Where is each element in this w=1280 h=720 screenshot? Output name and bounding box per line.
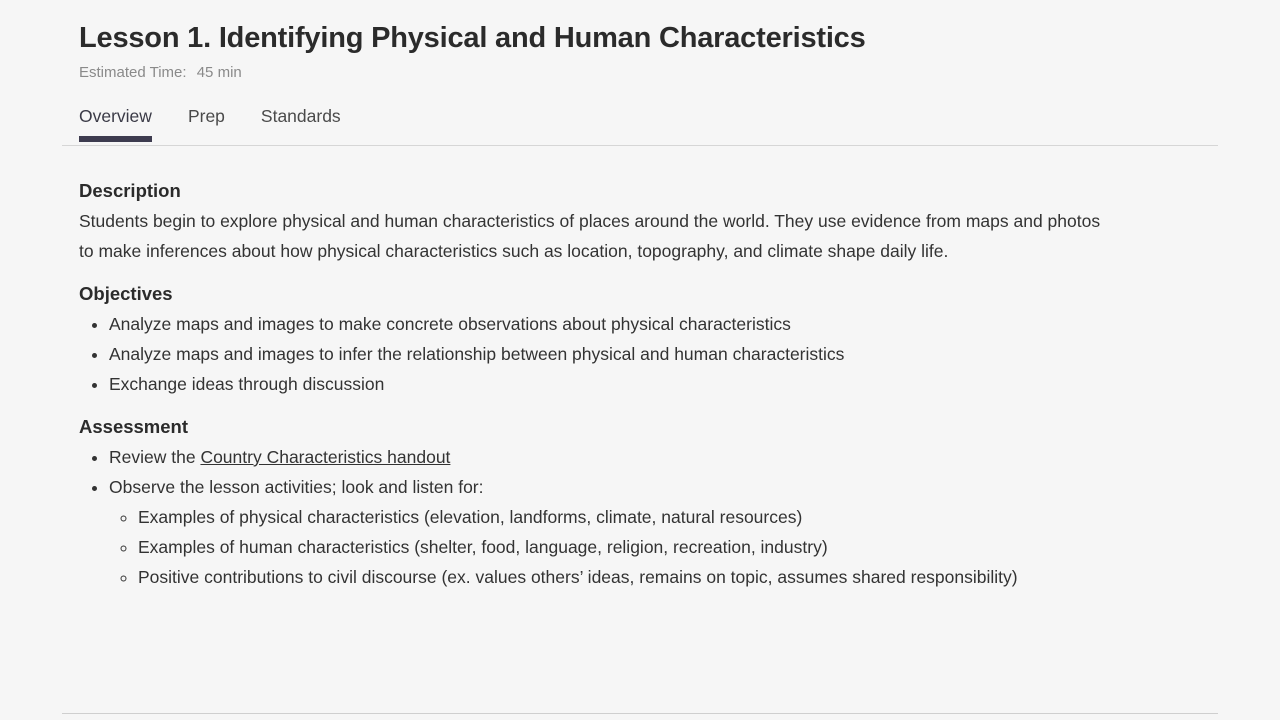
lesson-content	[79, 176, 1119, 605]
tab-divider	[62, 145, 1218, 146]
observe-subitem: ◦ Positive contributions to civil discourse (ex. values others’ ideas, remains on topic, assumes shared responsibility)	[138, 562, 1119, 592]
objective-item: • Exchange ideas through discussion	[109, 369, 1119, 399]
bottom-divider	[62, 713, 1218, 714]
observe-sublist	[109, 502, 1119, 592]
assessment-item-review	[109, 442, 1119, 472]
page-title: Lesson 1. Identifying Physical and Human Characteristics	[79, 22, 866, 54]
assessment-heading: Assessment	[79, 416, 189, 437]
description-heading: Description	[79, 180, 181, 201]
observe-subitem: ◦ Examples of human characteristics (shelter, food, language, religion, recreation, industry)	[138, 532, 1119, 562]
estimated-time-value: 45 min	[196, 64, 242, 81]
tab-prep[interactable]: Prep	[187, 106, 225, 126]
objective-item: • Analyze maps and images to infer the relationship between physical and human characteristics	[109, 339, 1119, 369]
objective-item: • Analyze maps and images to make concrete observations about physical characteristics	[109, 309, 1119, 339]
objectives-list	[79, 309, 1119, 399]
tab-overview[interactable]: Overview	[79, 106, 152, 141]
tab-standards[interactable]: Standards	[260, 106, 341, 126]
objectives-heading: Objectives	[79, 283, 173, 304]
observe-text: Observe the lesson activities; look and listen for:	[109, 477, 484, 497]
observe-subitem: ◦ Examples of physical characteristics (elevation, landforms, climate, natural resources)	[138, 502, 1119, 532]
assessment-item-observe	[109, 472, 1119, 592]
tab-bar	[79, 106, 341, 141]
assessment-list	[79, 442, 1119, 592]
review-prefix: Review the	[109, 447, 201, 467]
description-text: Students begin to explore physical and human characteristics of places around the world. They use evidence from maps and photos to make inferences about how physical characteristics such as location, topography, and climate shape daily life.	[79, 211, 1101, 261]
estimated-time	[79, 64, 242, 81]
country-characteristics-handout-link[interactable]: Country Characteristics handout	[200, 447, 451, 467]
estimated-time-label: Estimated Time:	[79, 64, 187, 81]
